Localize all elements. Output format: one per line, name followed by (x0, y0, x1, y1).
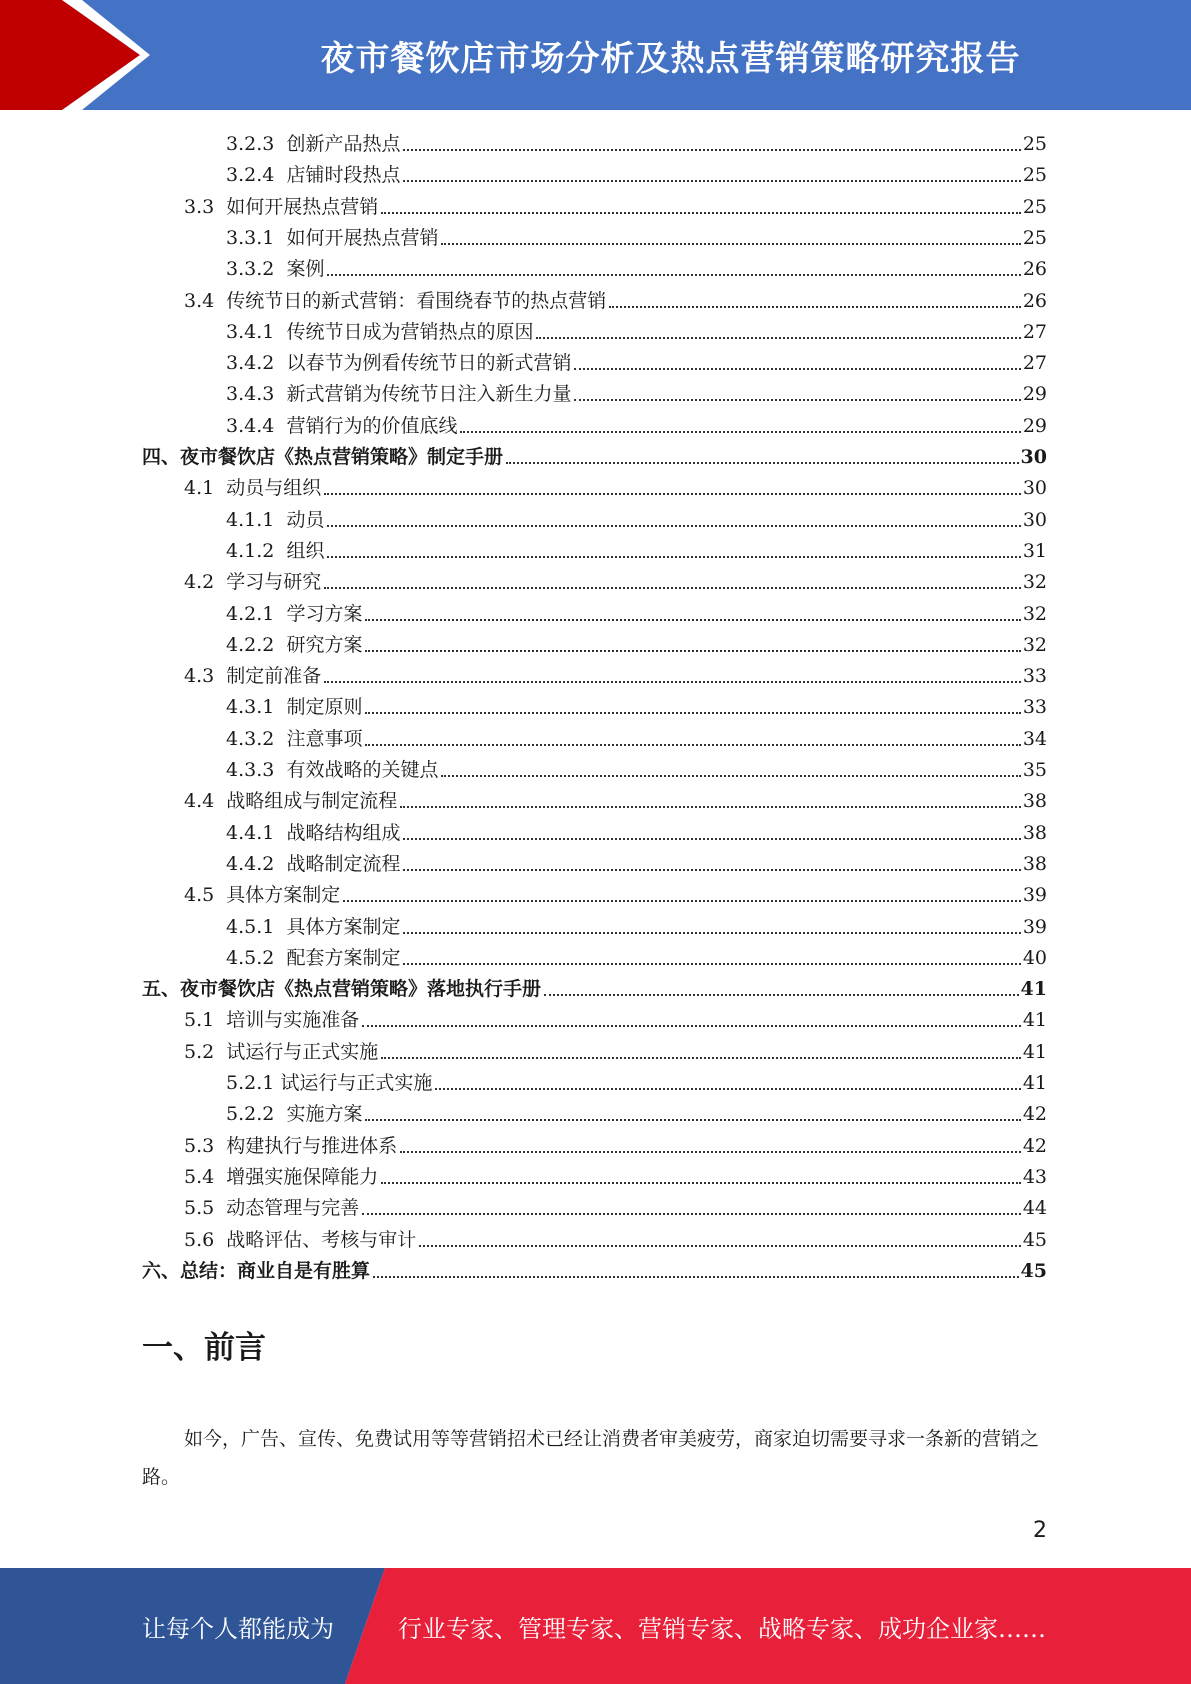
toc-dot-leader (544, 994, 1019, 996)
toc-dot-leader (506, 462, 1019, 464)
toc-entry-number: 3.3.2 (226, 258, 287, 281)
toc-dot-leader (403, 838, 1020, 840)
toc-entry-number: 4.1.1 (226, 508, 287, 531)
toc-entry-page: 26 (1022, 258, 1047, 281)
toc-entry-title: 动态管理与完善 (226, 1197, 360, 1220)
toc-entry-title: 实施方案 (286, 1103, 363, 1126)
toc-entry-number: 4.3.3 (226, 759, 287, 781)
toc-dot-leader (403, 932, 1020, 934)
toc-entry-number: 4.5 (184, 884, 227, 907)
toc-entry-page: 32 (1022, 571, 1047, 594)
toc-entry[interactable] (226, 501, 1047, 532)
toc-entry[interactable] (226, 156, 1047, 187)
toc-entry[interactable] (226, 845, 1047, 876)
toc-entry-number: 4.4.1 (226, 821, 287, 844)
toc-entry-page: 45 (1022, 1228, 1047, 1251)
toc-entry-number: 5.2.2 (226, 1103, 287, 1126)
toc-entry-title: 组织 (286, 539, 325, 562)
toc-entry[interactable] (184, 282, 1047, 313)
toc-entry-page: 42 (1022, 1103, 1047, 1126)
toc-entry-page: 29 (1022, 383, 1047, 406)
toc-entry-number: 3.3 (184, 195, 227, 218)
toc-entry[interactable] (226, 375, 1047, 406)
toc-entry-page: 42 (1022, 1134, 1047, 1157)
toc-entry-title: 学习方案 (286, 602, 363, 625)
toc-entry[interactable] (142, 1252, 1047, 1283)
toc-entry-page: 43 (1022, 1165, 1047, 1188)
toc-dot-leader (381, 212, 1021, 214)
toc-dot-leader (365, 650, 1020, 652)
toc-entry-title: 构建执行与推进体系 (226, 1134, 398, 1157)
toc-entry-title: 动员 (286, 508, 325, 531)
toc-entry-page: 32 (1022, 633, 1047, 656)
toc-entry-page: 45 (1020, 1259, 1047, 1282)
toc-entry-number: 5.6 (184, 1228, 227, 1251)
toc-entry-number: 4.5.1 (226, 915, 287, 938)
toc-entry-page: 41 (1022, 1009, 1047, 1032)
toc-entry-title: 战略制定流程 (286, 852, 401, 875)
toc-dot-leader (400, 806, 1021, 808)
toc-entry[interactable] (226, 313, 1047, 344)
toc-dot-leader (435, 1088, 1020, 1090)
toc-dot-leader (403, 869, 1020, 871)
toc-entry[interactable] (226, 720, 1047, 751)
toc-entry[interactable] (226, 219, 1047, 250)
toc-dot-leader (343, 900, 1021, 902)
toc-entry-page: 25 (1022, 226, 1047, 249)
toc-entry-title: 战略组成与制定流程 (226, 790, 398, 813)
toc-entry[interactable] (184, 1189, 1047, 1220)
toc-entry-page: 41 (1022, 1072, 1047, 1094)
toc-entry-page: 41 (1020, 978, 1047, 1001)
toc-dot-leader (324, 587, 1021, 589)
toc-entry-page: 40 (1022, 946, 1047, 969)
toc-entry-number: 4.2.1 (226, 602, 287, 625)
toc-dot-leader (327, 525, 1020, 527)
toc-entry-number: 5.2.1 (226, 1072, 281, 1094)
toc-entry-title: 五、夜市餐饮店《热点营销策略》落地执行手册 (142, 978, 542, 1001)
toc-entry[interactable] (226, 908, 1047, 939)
toc-dot-leader (381, 1182, 1021, 1184)
toc-entry-number: 4.4.2 (226, 852, 287, 875)
toc-entry-title: 具体方案制定 (226, 884, 341, 907)
toc-entry-title: 以春节为例看传统节日的新式营销 (286, 352, 572, 375)
toc-entry[interactable] (184, 876, 1047, 907)
toc-entry[interactable] (184, 1001, 1047, 1032)
toc-entry-title: 动员与组织 (226, 477, 322, 500)
toc-entry[interactable] (226, 688, 1047, 719)
toc-entry-number: 3.2.3 (226, 133, 287, 155)
page-number: 2 (1033, 1518, 1047, 1543)
toc-entry-title: 学习与研究 (226, 571, 322, 594)
toc-entry-page: 35 (1022, 759, 1047, 781)
toc-dot-leader (403, 963, 1020, 965)
toc-dot-leader (365, 619, 1020, 621)
toc-entry-page: 32 (1022, 602, 1047, 625)
toc-entry-number: 3.4 (184, 289, 227, 312)
body-paragraph: 如今，广告、宣传、免费试用等等营销招术已经让消费者审美疲劳，商家迫切需要寻求一条新的营销之路。 (142, 1428, 1040, 1488)
toc-entry[interactable] (184, 1127, 1047, 1158)
toc-dot-leader (609, 306, 1021, 308)
toc-entry-title: 传统节日的新式营销：看围绕春节的热点营销 (226, 289, 607, 312)
toc-entry-page: 41 (1022, 1040, 1047, 1063)
toc-dot-leader (327, 556, 1020, 558)
page-footer (0, 1568, 1191, 1684)
toc-entry-page: 30 (1022, 508, 1047, 531)
section-heading: 一、前言 (142, 1330, 266, 1366)
toc-entry-page: 27 (1022, 352, 1047, 375)
toc-entry-title: 如何开展热点营销 (226, 195, 379, 218)
toc-entry-page: 25 (1022, 195, 1047, 218)
toc-entry-title: 四、夜市餐饮店《热点营销策略》制定手册 (142, 446, 504, 468)
toc-entry-number: 3.3.1 (226, 226, 287, 249)
toc-dot-leader (441, 775, 1020, 777)
toc-dot-leader (419, 1245, 1021, 1247)
toc-entry[interactable] (226, 532, 1047, 563)
toc-entry[interactable] (184, 657, 1047, 688)
toc-dot-leader (362, 1213, 1021, 1215)
toc-entry-page: 44 (1022, 1197, 1047, 1220)
toc-entry-title: 制定前准备 (226, 665, 322, 688)
toc-entry-page: 38 (1022, 821, 1047, 844)
toc-entry[interactable] (226, 595, 1047, 626)
toc-entry[interactable] (142, 438, 1047, 469)
toc-entry-number: 5.3 (184, 1134, 227, 1157)
toc-entry-page: 30 (1022, 477, 1047, 500)
toc-entry[interactable] (226, 751, 1047, 782)
toc-entry-title: 营销行为的价值底线 (286, 414, 458, 437)
toc-dot-leader (460, 431, 1020, 433)
toc-dot-leader (327, 274, 1020, 276)
toc-entry-page: 31 (1022, 539, 1047, 562)
toc-dot-leader (324, 681, 1021, 683)
toc-entry[interactable] (184, 1033, 1047, 1064)
toc-entry-title: 案例 (286, 258, 325, 281)
toc-entry-title: 传统节日成为营销热点的原因 (286, 320, 534, 343)
toc-dot-leader (536, 337, 1020, 339)
toc-entry-page: 39 (1022, 884, 1047, 907)
toc-entry[interactable] (226, 939, 1047, 970)
toc-dot-leader (362, 1025, 1021, 1027)
toc-entry[interactable] (226, 814, 1047, 845)
toc-entry-number: 3.4.1 (226, 320, 287, 343)
toc-dot-leader (365, 744, 1020, 746)
toc-entry[interactable] (226, 1064, 1047, 1095)
toc-entry-page: 33 (1022, 696, 1047, 719)
toc-entry-title: 六、总结：商业自是有胜算 (142, 1259, 371, 1282)
toc-entry-number: 5.4 (184, 1165, 227, 1188)
toc-entry-page: 38 (1022, 790, 1047, 813)
toc-entry[interactable] (226, 125, 1047, 156)
toc-entry-number: 4.1.2 (226, 539, 287, 562)
toc-dot-leader (403, 180, 1020, 182)
toc-entry-number: 3.4.3 (226, 383, 287, 406)
toc-entry[interactable] (226, 344, 1047, 375)
toc-dot-leader (324, 493, 1021, 495)
toc-entry-page: 29 (1022, 414, 1047, 437)
toc-entry-title: 有效战略的关键点 (286, 759, 439, 781)
toc-entry[interactable] (142, 970, 1047, 1001)
toc-entry-title: 试运行与正式实施 (226, 1040, 379, 1063)
toc-entry-number: 4.5.2 (226, 946, 287, 969)
toc-entry-page: 26 (1022, 289, 1047, 312)
toc-entry-title: 增强实施保障能力 (226, 1165, 379, 1188)
toc-entry[interactable] (184, 1158, 1047, 1189)
toc-entry-title: 战略评估、考核与审计 (226, 1228, 417, 1251)
toc-entry-number: 4.2.2 (226, 633, 287, 656)
toc-entry-page: 30 (1020, 446, 1047, 468)
toc-entry-number: 4.4 (184, 790, 227, 813)
toc-entry-page: 33 (1022, 665, 1047, 688)
toc-dot-leader (574, 368, 1020, 370)
toc-entry-title: 试运行与正式实施 (280, 1072, 433, 1094)
toc-entry-number: 3.2.4 (226, 164, 287, 187)
toc-entry[interactable] (226, 250, 1047, 281)
toc-entry-number: 3.4.2 (226, 352, 287, 375)
toc-entry-title: 店铺时段热点 (286, 164, 401, 187)
toc-dot-leader (373, 1276, 1019, 1278)
toc-entry-page: 34 (1022, 727, 1047, 750)
toc-dot-leader (403, 149, 1020, 151)
toc-entry-number: 4.3.2 (226, 727, 287, 750)
toc-dot-leader (441, 243, 1020, 245)
toc-entry-number: 5.5 (184, 1197, 227, 1220)
toc-entry-number: 4.3.1 (226, 696, 287, 719)
toc-entry-page: 25 (1022, 133, 1047, 155)
toc-entry-page: 27 (1022, 320, 1047, 343)
toc-entry-title: 新式营销为传统节日注入新生力量 (286, 383, 572, 406)
toc-entry[interactable] (226, 626, 1047, 657)
toc-entry-title: 战略结构组成 (286, 821, 401, 844)
toc-entry[interactable] (184, 188, 1047, 219)
toc-entry-number: 4.3 (184, 665, 227, 688)
toc-entry-title: 制定原则 (286, 696, 363, 719)
toc-entry[interactable] (184, 1221, 1047, 1252)
toc-entry[interactable] (226, 1095, 1047, 1126)
footer-slogan-left: 让每个人都能成为 (142, 1614, 334, 1643)
toc-entry-title: 具体方案制定 (286, 915, 401, 938)
toc-entry-number: 4.1 (184, 477, 227, 500)
toc-entry-title: 创新产品热点 (286, 133, 401, 155)
toc-entry[interactable] (184, 469, 1047, 500)
toc-entry-title: 研究方案 (286, 633, 363, 656)
toc-entry-page: 38 (1022, 852, 1047, 875)
toc-entry-title: 配套方案制定 (286, 946, 401, 969)
page-header (0, 0, 1191, 110)
toc-entry[interactable] (184, 563, 1047, 594)
toc-entry-number: 4.2 (184, 571, 227, 594)
toc-entry-title: 注意事项 (286, 727, 363, 750)
toc-entry-page: 39 (1022, 915, 1047, 938)
header-title: 夜市餐饮店市场分析及热点营销策略研究报告 (320, 38, 1021, 79)
toc-dot-leader (365, 1119, 1020, 1121)
toc-dot-leader (381, 1057, 1021, 1059)
toc-entry[interactable] (226, 407, 1047, 438)
footer-slogan-right: 行业专家、管理专家、营销专家、战略专家、成功企业家…… (398, 1614, 1046, 1643)
toc-entry-number: 3.4.4 (226, 414, 287, 437)
toc-entry-number: 5.2 (184, 1040, 227, 1063)
toc-entry-title: 如何开展热点营销 (286, 226, 439, 249)
toc-entry-page: 25 (1022, 164, 1047, 187)
toc-entry[interactable] (184, 782, 1047, 813)
toc-dot-leader (400, 1151, 1021, 1153)
toc-dot-leader (574, 399, 1020, 401)
toc-entry-title: 培训与实施准备 (226, 1009, 360, 1032)
toc-entry-number: 5.1 (184, 1009, 227, 1032)
toc-dot-leader (365, 712, 1020, 714)
